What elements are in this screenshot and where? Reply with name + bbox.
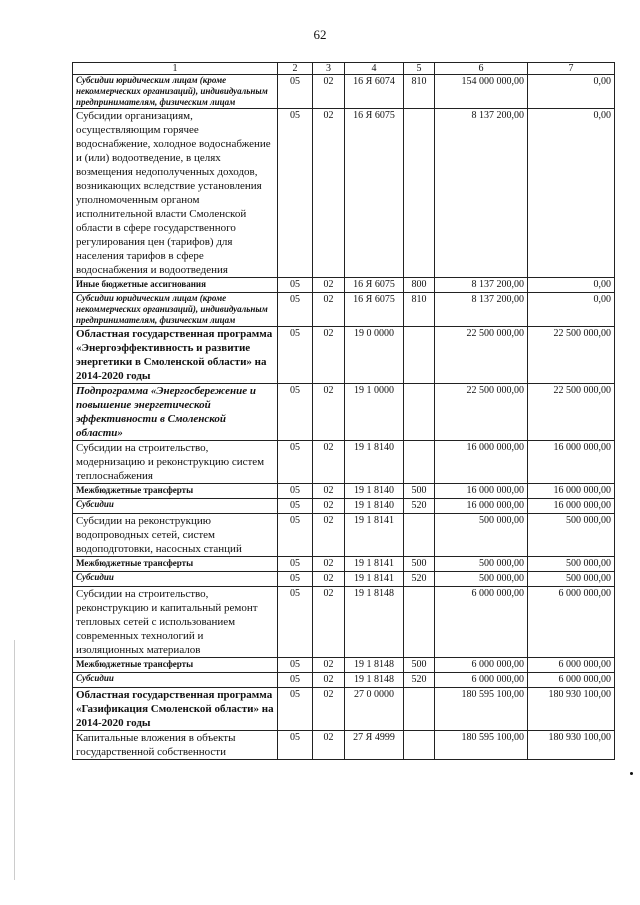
section-cell: 05 xyxy=(278,731,313,760)
row-name-cell: Капитальные вложения в объекты государственной собственности xyxy=(73,731,278,760)
row-name-cell: Субсидии на строительство, модернизацию и реконструкцию систем теплоснабжения xyxy=(73,441,278,484)
target-article-cell: 19 1 8148 xyxy=(345,673,404,688)
target-article-cell: 19 1 8140 xyxy=(345,484,404,499)
header-col-4: 4 xyxy=(345,63,404,75)
amount-year2-cell: 16 000 000,00 xyxy=(528,499,615,514)
header-col-1: 1 xyxy=(73,63,278,75)
scan-dot xyxy=(630,772,633,775)
amount-year2-cell: 22 500 000,00 xyxy=(528,384,615,441)
table-row xyxy=(73,688,615,731)
table-row xyxy=(73,514,615,557)
target-article-cell: 19 1 8141 xyxy=(345,514,404,557)
row-name-cell: Субсидии xyxy=(73,673,278,688)
scan-margin-line xyxy=(14,640,15,880)
table-row xyxy=(73,572,615,587)
subsection-cell: 02 xyxy=(313,688,345,731)
table-row xyxy=(73,75,615,109)
target-article-cell: 19 1 8148 xyxy=(345,587,404,658)
subsection-cell: 02 xyxy=(313,384,345,441)
expense-type-cell xyxy=(404,327,435,384)
table-row xyxy=(73,658,615,673)
amount-year2-cell: 500 000,00 xyxy=(528,572,615,587)
amount-year2-cell: 180 930 100,00 xyxy=(528,731,615,760)
row-name-cell: Субсидии организациям, осуществляющим горячее водоснабжение, холодное водоснабжение и (или) водоотведение, в целях возмещения недополученных доходов, возникающих вследствие установления уполномоченным органом исполнительной власти Смоленской области в сфере государственного регулирования цен (тарифов) для населения тарифов в сфере водоснабжения и водоотведения xyxy=(73,109,278,278)
subsection-cell: 02 xyxy=(313,75,345,109)
subsection-cell: 02 xyxy=(313,278,345,293)
header-col-6: 6 xyxy=(435,63,528,75)
section-cell: 05 xyxy=(278,327,313,384)
amount-year2-cell: 0,00 xyxy=(528,109,615,278)
expense-type-cell: 520 xyxy=(404,572,435,587)
amount-year2-cell: 22 500 000,00 xyxy=(528,327,615,384)
row-name-cell: Субсидии юридическим лицам (кроме некоммерческих организаций), индивидуальным предпринимателям, физическим лицам xyxy=(73,293,278,327)
target-article-cell: 19 1 8148 xyxy=(345,658,404,673)
subsection-cell: 02 xyxy=(313,327,345,384)
amount-year2-cell: 0,00 xyxy=(528,75,615,109)
target-article-cell: 19 1 8141 xyxy=(345,557,404,572)
amount-year1-cell: 180 595 100,00 xyxy=(435,688,528,731)
expense-type-cell: 520 xyxy=(404,673,435,688)
amount-year1-cell: 6 000 000,00 xyxy=(435,658,528,673)
amount-year1-cell: 180 595 100,00 xyxy=(435,731,528,760)
amount-year2-cell: 500 000,00 xyxy=(528,514,615,557)
target-article-cell: 27 Я 4999 xyxy=(345,731,404,760)
amount-year2-cell: 180 930 100,00 xyxy=(528,688,615,731)
row-name-cell: Субсидии xyxy=(73,499,278,514)
target-article-cell: 19 0 0000 xyxy=(345,327,404,384)
table-row xyxy=(73,731,615,760)
expense-type-cell xyxy=(404,109,435,278)
page-number: 62 xyxy=(313,27,327,42)
expense-type-cell: 520 xyxy=(404,499,435,514)
header-col-5: 5 xyxy=(404,63,435,75)
subsection-cell: 02 xyxy=(313,484,345,499)
section-cell: 05 xyxy=(278,514,313,557)
subsection-cell: 02 xyxy=(313,587,345,658)
table-row xyxy=(73,673,615,688)
amount-year1-cell: 8 137 200,00 xyxy=(435,293,528,327)
header-col-7: 7 xyxy=(528,63,615,75)
table-row xyxy=(73,441,615,484)
amount-year2-cell: 0,00 xyxy=(528,278,615,293)
target-article-cell: 19 1 8141 xyxy=(345,572,404,587)
expense-type-cell: 500 xyxy=(404,484,435,499)
amount-year1-cell: 16 000 000,00 xyxy=(435,441,528,484)
header-col-3: 3 xyxy=(313,63,345,75)
row-name-cell: Субсидии на реконструкцию водопроводных сетей, систем водоподготовки, насосных станций xyxy=(73,514,278,557)
row-name-cell: Субсидии на строительство, реконструкцию и капитальный ремонт тепловых сетей с использованием современных технологий и изоляционных материалов xyxy=(73,587,278,658)
amount-year1-cell: 6 000 000,00 xyxy=(435,587,528,658)
amount-year1-cell: 6 000 000,00 xyxy=(435,673,528,688)
amount-year2-cell: 16 000 000,00 xyxy=(528,441,615,484)
table-row xyxy=(73,109,615,278)
amount-year1-cell: 16 000 000,00 xyxy=(435,484,528,499)
amount-year2-cell: 6 000 000,00 xyxy=(528,587,615,658)
row-name-cell: Межбюджетные трансферты xyxy=(73,658,278,673)
section-cell: 05 xyxy=(278,658,313,673)
amount-year1-cell: 500 000,00 xyxy=(435,572,528,587)
table-row xyxy=(73,557,615,572)
section-cell: 05 xyxy=(278,441,313,484)
subsection-cell: 02 xyxy=(313,499,345,514)
target-article-cell: 19 1 8140 xyxy=(345,499,404,514)
table-row xyxy=(73,499,615,514)
target-article-cell: 19 1 0000 xyxy=(345,384,404,441)
table-row xyxy=(73,293,615,327)
section-cell: 05 xyxy=(278,384,313,441)
expense-type-cell: 810 xyxy=(404,75,435,109)
amount-year2-cell: 6 000 000,00 xyxy=(528,658,615,673)
section-cell: 05 xyxy=(278,587,313,658)
subsection-cell: 02 xyxy=(313,441,345,484)
section-cell: 05 xyxy=(278,499,313,514)
section-cell: 05 xyxy=(278,293,313,327)
expense-type-cell xyxy=(404,514,435,557)
row-name-cell: Субсидии xyxy=(73,572,278,587)
subsection-cell: 02 xyxy=(313,557,345,572)
amount-year1-cell: 154 000 000,00 xyxy=(435,75,528,109)
section-cell: 05 xyxy=(278,109,313,278)
expense-type-cell: 500 xyxy=(404,557,435,572)
row-name-cell: Областная государственная программа «Газификация Смоленской области» на 2014-2020 годы xyxy=(73,688,278,731)
section-cell: 05 xyxy=(278,673,313,688)
section-cell: 05 xyxy=(278,688,313,731)
row-name-cell: Субсидии юридическим лицам (кроме некоммерческих организаций), индивидуальным предпринимателям, физическим лицам xyxy=(73,75,278,109)
amount-year1-cell: 500 000,00 xyxy=(435,557,528,572)
expense-type-cell xyxy=(404,441,435,484)
expense-type-cell xyxy=(404,688,435,731)
table-row xyxy=(73,384,615,441)
section-cell: 05 xyxy=(278,572,313,587)
subsection-cell: 02 xyxy=(313,731,345,760)
amount-year1-cell: 22 500 000,00 xyxy=(435,327,528,384)
target-article-cell: 16 Я 6074 xyxy=(345,75,404,109)
expense-type-cell xyxy=(404,587,435,658)
subsection-cell: 02 xyxy=(313,572,345,587)
subsection-cell: 02 xyxy=(313,673,345,688)
amount-year2-cell: 6 000 000,00 xyxy=(528,673,615,688)
target-article-cell: 16 Я 6075 xyxy=(345,293,404,327)
section-cell: 05 xyxy=(278,557,313,572)
amount-year2-cell: 16 000 000,00 xyxy=(528,484,615,499)
amount-year1-cell: 500 000,00 xyxy=(435,514,528,557)
amount-year1-cell: 22 500 000,00 xyxy=(435,384,528,441)
row-name-cell: Областная государственная программа «Энергоэффективность и развитие энергетики в Смоленской области» на 2014-2020 годы xyxy=(73,327,278,384)
subsection-cell: 02 xyxy=(313,293,345,327)
table-row xyxy=(73,587,615,658)
budget-table xyxy=(72,62,615,760)
amount-year1-cell: 8 137 200,00 xyxy=(435,109,528,278)
amount-year2-cell: 500 000,00 xyxy=(528,557,615,572)
expense-type-cell xyxy=(404,384,435,441)
table-row xyxy=(73,327,615,384)
amount-year2-cell: 0,00 xyxy=(528,293,615,327)
header-col-2: 2 xyxy=(278,63,313,75)
row-name-cell: Межбюджетные трансферты xyxy=(73,557,278,572)
subsection-cell: 02 xyxy=(313,514,345,557)
table-row xyxy=(73,484,615,499)
amount-year1-cell: 8 137 200,00 xyxy=(435,278,528,293)
section-cell: 05 xyxy=(278,75,313,109)
row-name-cell: Межбюджетные трансферты xyxy=(73,484,278,499)
expense-type-cell: 810 xyxy=(404,293,435,327)
amount-year1-cell: 16 000 000,00 xyxy=(435,499,528,514)
table-row xyxy=(73,278,615,293)
subsection-cell: 02 xyxy=(313,658,345,673)
section-cell: 05 xyxy=(278,484,313,499)
row-name-cell: Иные бюджетные ассигнования xyxy=(73,278,278,293)
expense-type-cell: 800 xyxy=(404,278,435,293)
subsection-cell: 02 xyxy=(313,109,345,278)
target-article-cell: 19 1 8140 xyxy=(345,441,404,484)
row-name-cell: Подпрограмма «Энергосбережение и повышение энергетической эффективности в Смоленской области» xyxy=(73,384,278,441)
table-header-row xyxy=(73,63,615,75)
target-article-cell: 16 Я 6075 xyxy=(345,278,404,293)
target-article-cell: 27 0 0000 xyxy=(345,688,404,731)
target-article-cell: 16 Я 6075 xyxy=(345,109,404,278)
expense-type-cell: 500 xyxy=(404,658,435,673)
expense-type-cell xyxy=(404,731,435,760)
section-cell: 05 xyxy=(278,278,313,293)
